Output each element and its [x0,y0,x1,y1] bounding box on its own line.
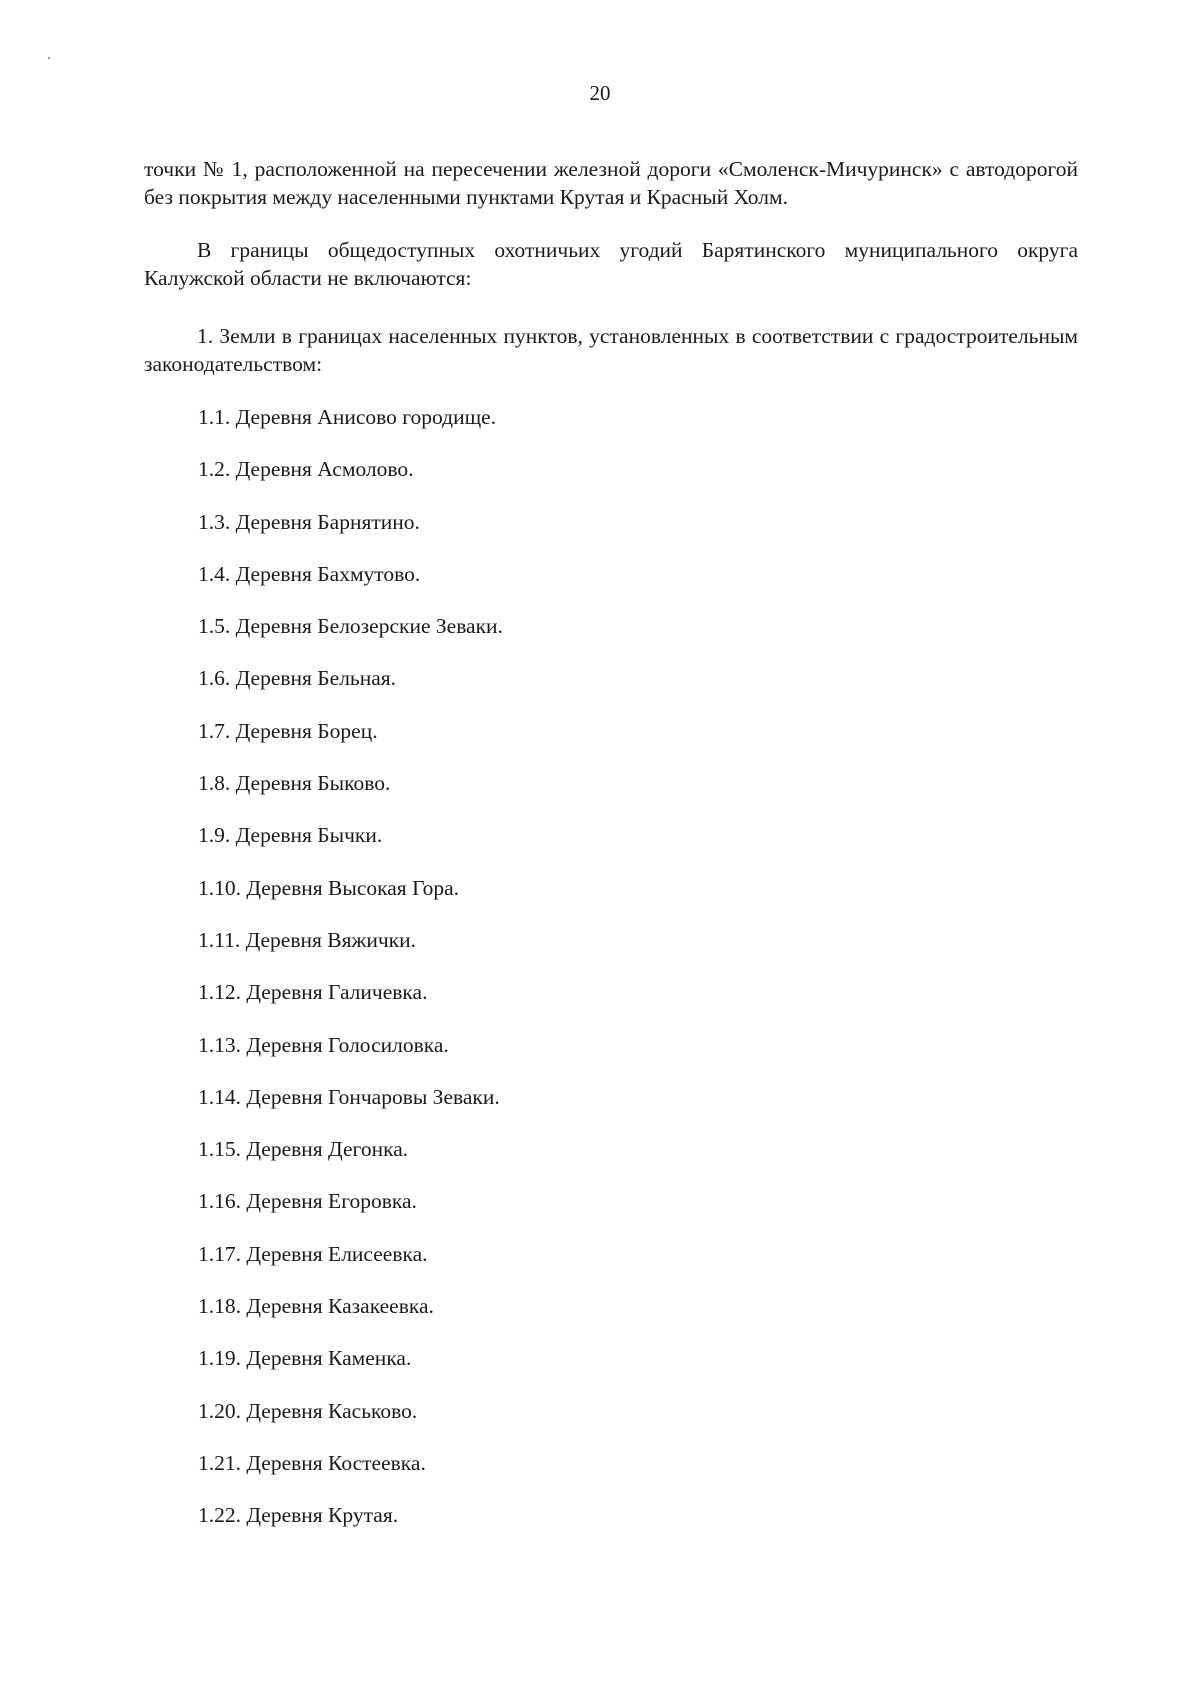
page-number: 20 [589,81,611,105]
list-item: 1.7. Деревня Борец. [198,718,378,743]
list-item: 1.14. Деревня Гончаровы Зеваки. [198,1084,500,1109]
paragraph-continuation: точки № 1, расположенной на пересечении железной дороги «Смоленск-Мичуринск» с автодорогой без покрытия между населенными пунктами Крутая и Красный Холм. [144,157,1078,209]
list-item: 1.20. Деревня Каськово. [198,1398,418,1423]
list-item: 1.12. Деревня Галичевка. [198,980,428,1005]
list-item: 1.15. Деревня Дегонка. [198,1137,409,1162]
scan-artifact-dot [48,57,50,59]
list-item: 1.10. Деревня Высокая Гора. [198,875,460,900]
list-item: 1.16. Деревня Егоровка. [198,1189,417,1214]
list-item: 1.11. Деревня Вяжички. [198,927,416,952]
paragraph-exclusions-intro: В границы общедоступных охотничьих угодий Барятинского муниципального округа Калужской области не включаются: [144,238,1078,290]
list-item: 1.1. Деревня Анисово городище. [198,405,497,429]
paragraph-settlement-lands: 1. Земли в границах населенных пунктов, установленных в соответствии с градостроительным законодательством: [144,324,1078,376]
list-item: 1.18. Деревня Казакеевка. [198,1294,434,1319]
list-item: 1.17. Деревня Елисеевка. [198,1241,428,1266]
list-item: 1.2. Деревня Асмолово. [198,457,414,482]
list-item: 1.6. Деревня Бельная. [198,666,397,691]
list-item: 1.21. Деревня Костеевка. [198,1450,426,1475]
list-item: 1.5. Деревня Белозерские Зеваки. [198,614,503,639]
list-item: 1.4. Деревня Бахмутово. [198,561,421,586]
list-item: 1.8. Деревня Быково. [198,771,391,796]
settlement-list [198,403,503,1554]
list-item: 1.3. Деревня Барнятино. [198,509,420,534]
list-item: 1.9. Деревня Бычки. [198,823,383,848]
list-item: 1.22. Деревня Крутая. [198,1503,399,1528]
list-item: 1.13. Деревня Голосиловка. [198,1032,449,1057]
list-item: 1.19. Деревня Каменка. [198,1346,412,1371]
